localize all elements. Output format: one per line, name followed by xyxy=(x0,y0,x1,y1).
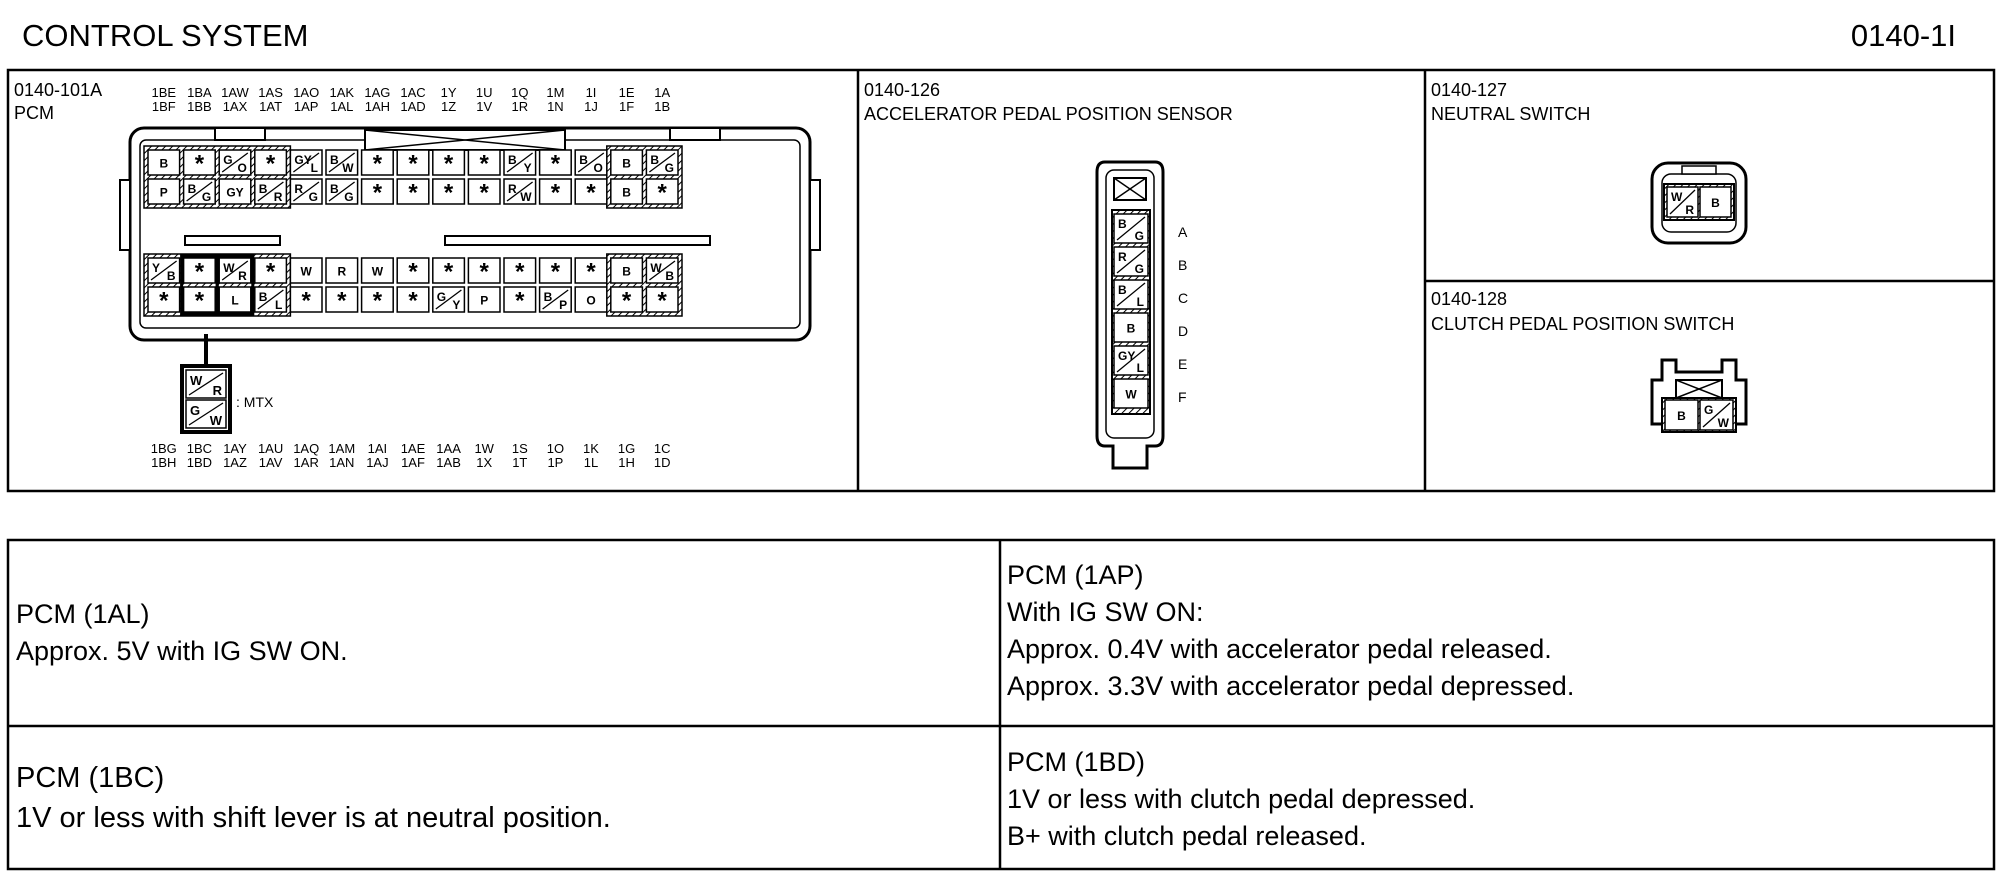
connector-pin xyxy=(1700,187,1731,217)
pin-wire-color-stripe: O xyxy=(237,161,247,175)
connector-pin xyxy=(1114,313,1148,342)
pin-wire-color-stripe: R xyxy=(1685,203,1694,217)
pin-unused-marker: * xyxy=(265,258,276,286)
connector-pin xyxy=(326,258,358,283)
connector-pin xyxy=(433,179,465,207)
pin-wire-color-primary: B xyxy=(330,153,339,167)
pin-unused-marker: * xyxy=(372,287,383,315)
connector-pin xyxy=(468,287,500,312)
pin-unused-marker: * xyxy=(194,287,205,315)
spec-line: PCM (1AP) xyxy=(1007,560,1144,590)
pin-unused-marker: * xyxy=(265,150,276,178)
pin-wire-color-primary: B xyxy=(258,290,268,304)
pin-number-label: 1E xyxy=(618,85,635,100)
pin-wire-color-stripe: L xyxy=(1136,361,1144,375)
pin-wire-color-primary: G xyxy=(1704,403,1714,417)
pin-wire-color-stripe: L xyxy=(275,298,283,312)
pin-number-label: 1BA xyxy=(187,85,212,100)
connector-pin xyxy=(646,179,678,207)
spec-line: 1V or less with clutch pedal depressed. xyxy=(1007,784,1476,814)
spec-line: B+ with clutch pedal released. xyxy=(1007,821,1367,851)
pin-number-label: 1BB xyxy=(187,99,212,114)
pcm-connector-id: 0140-101A xyxy=(14,80,103,100)
pin-wire-color: B xyxy=(622,185,631,200)
pin-unused-marker: * xyxy=(550,179,561,207)
pin-wire-color-primary: B xyxy=(1118,283,1127,297)
connector-pin xyxy=(646,150,678,175)
pin-unused-marker: * xyxy=(408,150,418,178)
pin-number-label: 1AF xyxy=(401,455,425,470)
pin-number-label: 1AA xyxy=(436,441,461,456)
connector-pin xyxy=(148,258,180,283)
pin-number-label: 1S xyxy=(511,441,528,456)
pin-number-label: 1AR xyxy=(293,455,319,470)
spec-cell-pcm-1ap xyxy=(1007,557,1574,705)
pin-wire-color-primary: B xyxy=(1118,217,1127,231)
pin-wire-color-stripe: W xyxy=(209,413,222,428)
pin-wire-color-stripe: W xyxy=(342,161,354,175)
pin-number-label: 1Z xyxy=(441,99,457,114)
pin-wire-color-primary: B xyxy=(543,290,553,304)
pin-wire-color: B xyxy=(1711,196,1720,210)
pin-number-label: 1AG xyxy=(364,85,391,100)
connector-pin xyxy=(468,258,500,286)
pin-unused-marker: * xyxy=(586,179,596,207)
connector-pin xyxy=(255,150,287,178)
pin-number-label: 1P xyxy=(547,455,564,470)
pin-wire-color-primary: GY xyxy=(1118,349,1136,363)
clutch-switch-name: CLUTCH PEDAL POSITION SWITCH xyxy=(1431,314,1735,334)
connector-pin xyxy=(186,400,226,428)
pcm-connector-name: PCM xyxy=(14,103,54,123)
pin-number-label: 1B xyxy=(654,99,671,114)
page-title: CONTROL SYSTEM xyxy=(22,18,309,53)
pin-number-label: 1W xyxy=(474,441,494,456)
pin-wire-color-primary: G xyxy=(436,290,447,304)
pin-unused-marker: * xyxy=(657,179,667,207)
pin-number-label: 1AQ xyxy=(293,441,320,456)
pin-wire-color-stripe: L xyxy=(310,161,318,175)
spec-cell-pcm-1bd xyxy=(1007,744,1475,855)
connector-pin xyxy=(540,258,572,286)
pin-wire-color-stripe: L xyxy=(1136,295,1144,309)
pin-unused-marker: * xyxy=(657,287,667,315)
connector-pin xyxy=(611,179,643,204)
pin-wire-color: O xyxy=(586,293,596,308)
pin-number-label: 1G xyxy=(617,441,636,456)
pin-wire-color-primary: G xyxy=(223,153,233,167)
pin-wire-color-stripe: W xyxy=(1717,416,1729,430)
pin-wire-color: W xyxy=(1125,387,1137,402)
pin-unused-marker: * xyxy=(621,287,632,315)
app-sensor-name: ACCELERATOR PEDAL POSITION SENSOR xyxy=(864,104,1233,124)
connector-pin xyxy=(362,150,394,178)
connector-pin xyxy=(1114,280,1148,309)
pin-wire-color-primary: B xyxy=(650,153,660,167)
connector-pin xyxy=(1114,346,1148,375)
pin-wire-color-stripe: R xyxy=(212,383,222,398)
connector-pin xyxy=(540,150,572,178)
pin-wire-color-primary: B xyxy=(508,153,517,167)
pin-wire-color: L xyxy=(231,293,239,308)
pin-unused-marker: * xyxy=(479,150,489,178)
pin-number-label: 1AU xyxy=(257,441,284,456)
connector-pin xyxy=(362,287,394,315)
pcm-connector xyxy=(120,85,820,470)
pin-unused-marker: * xyxy=(408,258,418,286)
connector-pin xyxy=(326,179,358,204)
pin-unused-marker: * xyxy=(443,258,454,286)
pin-number-label: 1V xyxy=(476,99,493,114)
connector-pin xyxy=(1667,187,1698,217)
pin-number-label: 1AO xyxy=(293,85,320,100)
clutch-switch-id: 0140-128 xyxy=(1431,289,1508,309)
pin-number-label: 1L xyxy=(583,455,599,470)
connector-pin xyxy=(184,258,216,286)
mtx-label: : MTX xyxy=(236,394,274,410)
pin-wire-color: B xyxy=(1677,409,1686,423)
pin-number-label: 1C xyxy=(653,441,671,456)
connector-pin xyxy=(433,258,465,286)
pin-number-label: 1D xyxy=(653,455,671,470)
pin-number-label: 1H xyxy=(618,455,635,470)
connector-pin xyxy=(575,287,607,312)
pin-wire-color-stripe: G xyxy=(201,190,212,204)
pin-wire-color-primary: W xyxy=(1671,190,1683,204)
pin-wire-color: P xyxy=(159,185,168,200)
pin-unused-marker: * xyxy=(479,179,489,207)
pin-number-label: 1I xyxy=(585,85,597,100)
pin-unused-marker: * xyxy=(194,150,205,178)
connector-pin xyxy=(646,287,678,315)
pin-wire-color-stripe: G xyxy=(1134,229,1144,243)
connector-pin xyxy=(504,179,536,204)
spec-line: Approx. 0.4V with accelerator pedal released. xyxy=(1007,634,1552,664)
pin-number-label: 1Q xyxy=(511,85,529,100)
pin-wire-color: R xyxy=(337,264,347,279)
pin-number-label: 1AT xyxy=(259,99,283,114)
neutral-switch-connector xyxy=(1652,163,1746,243)
connector-pin xyxy=(575,258,607,286)
clutch-switch-connector xyxy=(1652,360,1746,432)
connector-pin xyxy=(611,150,643,175)
pin-number-label: 1BH xyxy=(151,455,177,470)
pin-unused-marker: * xyxy=(337,287,347,315)
pin-wire-color-primary: GY xyxy=(294,153,312,167)
connector-pin xyxy=(504,258,536,286)
connector-pin xyxy=(540,179,572,207)
pin-wire-color: W xyxy=(371,264,384,279)
connector-pin xyxy=(575,179,607,207)
pin-unused-marker: * xyxy=(408,179,418,207)
pin-number-label: 1AV xyxy=(258,455,283,470)
pin-wire-color-stripe: Y xyxy=(452,298,461,312)
connector-pin xyxy=(362,258,394,283)
pin-wire-color-primary: B xyxy=(579,153,588,167)
pin-wire-color-stripe: B xyxy=(166,269,176,283)
pin-number-label: 1AX xyxy=(222,99,248,114)
pin-position-letter: B xyxy=(1178,257,1188,273)
connector-pin xyxy=(326,287,358,315)
pin-wire-color-primary: W xyxy=(650,261,662,275)
connector-pin xyxy=(290,179,322,204)
pin-number-label: 1U xyxy=(475,85,493,100)
pin-unused-marker: * xyxy=(550,150,561,178)
pin-number-label: 1AS xyxy=(258,85,283,100)
pin-wire-color-stripe: P xyxy=(559,298,568,312)
pin-wire-color-primary: G xyxy=(190,403,201,418)
connector-pin xyxy=(1700,400,1733,430)
pin-position-letter: D xyxy=(1178,323,1189,339)
connector-pin xyxy=(1114,247,1148,276)
pin-number-label: 1AK xyxy=(329,85,355,100)
connector-pin xyxy=(575,150,607,175)
pin-wire-color-stripe: W xyxy=(520,190,532,204)
pin-number-label: 1K xyxy=(583,441,599,456)
pin-wire-color-primary: B xyxy=(258,182,268,196)
connector-pin xyxy=(184,287,216,315)
connector-pin xyxy=(504,287,536,315)
pin-wire-color: B xyxy=(622,264,631,279)
pin-number-label: 1X xyxy=(476,455,493,470)
spec-line: Approx. 3.3V with accelerator pedal depressed. xyxy=(1007,671,1575,701)
pin-wire-color: B xyxy=(159,156,169,171)
connector-pin xyxy=(255,287,287,312)
pin-number-label: 1AL xyxy=(330,99,354,114)
pin-wire-color-primary: Y xyxy=(152,261,161,275)
pin-wire-color-stripe: G xyxy=(664,161,674,175)
pin-wire-color-stripe: R xyxy=(273,190,283,204)
pin-unused-marker: * xyxy=(550,258,561,286)
pin-number-label: 1AE xyxy=(400,441,426,456)
pin-wire-color: B xyxy=(1126,321,1136,336)
connector-pin xyxy=(255,179,287,204)
pin-wire-color-primary: W xyxy=(190,373,203,388)
pin-unused-marker: * xyxy=(515,287,525,315)
pin-unused-marker: * xyxy=(372,150,383,178)
pin-number-label: 1AP xyxy=(293,99,319,114)
connector-pin xyxy=(186,370,226,398)
connector-pin xyxy=(290,287,322,315)
spec-line: With IG SW ON: xyxy=(1007,597,1204,627)
connector-pin xyxy=(326,150,358,175)
connector-pin xyxy=(504,150,536,175)
connector-pin xyxy=(219,150,251,175)
pin-wire-color: B xyxy=(622,156,631,171)
connector-pin xyxy=(468,150,500,178)
pin-wire-color-primary: R xyxy=(1118,250,1127,264)
connector-pin xyxy=(433,150,465,178)
connector-pin xyxy=(433,287,465,312)
pin-unused-marker: * xyxy=(194,258,205,286)
connector-pin xyxy=(646,258,678,283)
pin-number-label: 1AN xyxy=(329,455,355,470)
spec-line: PCM (1BC) xyxy=(16,762,165,794)
connector-pin xyxy=(397,287,429,315)
pin-unused-marker: * xyxy=(479,258,489,286)
connector-pin xyxy=(219,287,251,312)
pin-number-label: 1AC xyxy=(400,85,426,100)
spec-line: PCM (1BD) xyxy=(1007,747,1146,777)
connector-pin xyxy=(184,150,216,178)
connector-pin xyxy=(611,258,643,283)
spec-cell-pcm-1al xyxy=(16,596,348,670)
pin-number-label: 1F xyxy=(619,99,635,114)
connector-pin xyxy=(148,287,180,315)
pin-unused-marker: * xyxy=(586,258,596,286)
pin-wire-color-primary: B xyxy=(330,182,339,196)
pin-number-label: 1AJ xyxy=(366,455,389,470)
connector-pin xyxy=(540,287,572,312)
pin-number-label: 1BC xyxy=(186,441,213,456)
pin-wire-color-primary: W xyxy=(223,261,235,275)
neutral-switch-name: NEUTRAL SWITCH xyxy=(1431,104,1591,124)
pin-unused-marker: * xyxy=(301,287,311,315)
connector-pin xyxy=(184,179,216,204)
app-sensor-id: 0140-126 xyxy=(864,80,941,100)
pin-wire-color-primary: R xyxy=(508,182,517,196)
pin-wire-color-stripe: G xyxy=(308,190,318,204)
connector-pin xyxy=(255,258,287,286)
connector-pin xyxy=(148,150,180,175)
pin-number-label: 1AH xyxy=(364,99,391,114)
pin-position-letter: F xyxy=(1178,389,1187,405)
pin-number-label: 1AZ xyxy=(223,455,247,470)
pin-wire-color: GY xyxy=(226,185,244,200)
pin-number-label: 1O xyxy=(546,441,565,456)
spec-cell-pcm-1bc xyxy=(16,758,611,838)
pin-number-label: 1N xyxy=(547,99,564,114)
connector-pin xyxy=(148,179,180,204)
pin-position-letter: E xyxy=(1178,356,1188,372)
pin-unused-marker: * xyxy=(443,179,454,207)
pin-wire-color: P xyxy=(480,293,489,308)
connector-pin xyxy=(219,179,251,204)
connector-pin xyxy=(1114,379,1148,408)
pin-number-label: 1BF xyxy=(151,99,176,114)
connector-pin xyxy=(1114,214,1148,243)
pin-unused-marker: * xyxy=(443,150,454,178)
pin-number-label: 1BD xyxy=(186,455,213,470)
pin-position-letter: C xyxy=(1178,290,1189,306)
pin-number-label: 1M xyxy=(546,85,565,100)
connector-pin xyxy=(397,179,429,207)
accelerator-pedal-sensor-connector xyxy=(1097,162,1188,468)
pin-number-label: 1Y xyxy=(440,85,457,100)
spec-line: PCM (1AL) xyxy=(16,599,150,629)
connector-pin xyxy=(397,150,429,178)
connector-pin xyxy=(219,258,251,283)
pin-wire-color-stripe: Y xyxy=(523,161,532,175)
pin-unused-marker: * xyxy=(372,179,383,207)
pin-unused-marker: * xyxy=(515,258,525,286)
connector-pin xyxy=(1665,400,1698,430)
pin-wire-color-stripe: O xyxy=(593,161,603,175)
pin-number-label: 1AB xyxy=(436,455,461,470)
spec-line: 1V or less with shift lever is at neutral position. xyxy=(16,802,611,834)
pin-number-label: 1A xyxy=(654,85,671,100)
pin-wire-color: W xyxy=(300,264,312,279)
pin-wire-color-stripe: R xyxy=(238,269,247,283)
connector-pin xyxy=(290,258,322,283)
pin-number-label: 1AY xyxy=(223,441,247,456)
pin-number-label: 1AD xyxy=(400,99,426,114)
pin-number-label: 1BE xyxy=(151,85,177,100)
pin-wire-color-primary: R xyxy=(294,182,304,196)
pin-wire-color-primary: B xyxy=(187,182,197,196)
pin-number-label: 1AM xyxy=(328,441,356,456)
pin-number-label: 1J xyxy=(584,99,598,114)
pin-number-label: 1AW xyxy=(221,85,249,100)
page-code: 0140-1I xyxy=(1850,18,1956,53)
pin-unused-marker: * xyxy=(408,287,418,315)
connector-pin xyxy=(397,258,429,286)
pin-wire-color-stripe: B xyxy=(665,269,674,283)
connector-pin xyxy=(468,179,500,207)
pin-unused-marker: * xyxy=(159,287,169,315)
pin-position-letter: A xyxy=(1178,224,1188,240)
neutral-switch-id: 0140-127 xyxy=(1431,80,1508,100)
pin-number-label: 1R xyxy=(511,99,529,114)
pin-number-label: 1T xyxy=(512,455,528,470)
pin-wire-color-stripe: G xyxy=(1134,262,1144,276)
pin-number-label: 1BG xyxy=(150,441,177,456)
pin-number-label: 1AI xyxy=(367,441,388,456)
connector-pin xyxy=(611,287,643,315)
connector-pin xyxy=(290,150,322,175)
spec-line: Approx. 5V with IG SW ON. xyxy=(16,636,348,666)
pin-wire-color-stripe: G xyxy=(344,190,354,204)
connector-pin xyxy=(362,179,394,207)
